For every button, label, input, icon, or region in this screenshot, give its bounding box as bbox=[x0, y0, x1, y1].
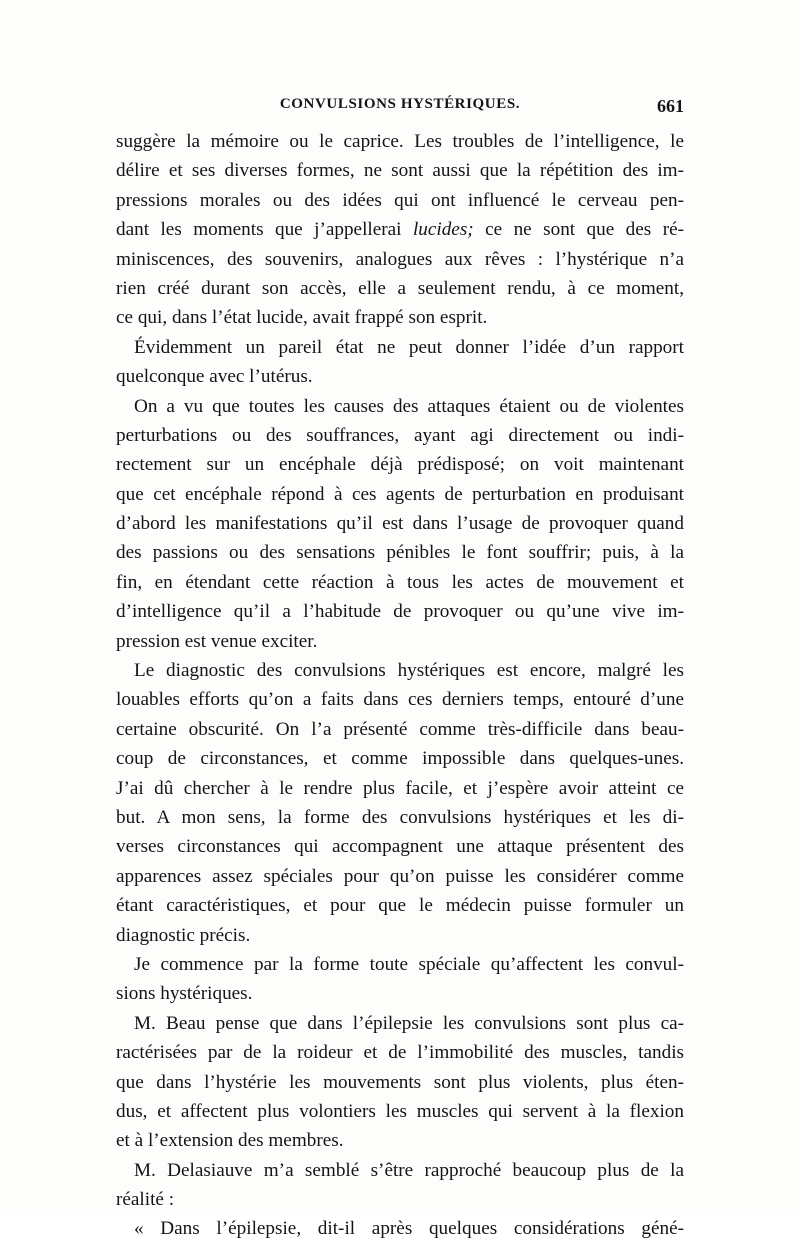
text-line: d’abord les manifestations qu’il est dans l’usage de provoquer quand bbox=[116, 513, 684, 535]
text-line: « Dans l’épilepsie, dit-il après quelques considérations géné- bbox=[134, 1218, 684, 1240]
text-line: J’ai dû chercher à le rendre plus facile, et j’espère avoir atteint ce bbox=[116, 777, 684, 799]
text-line: réalité : bbox=[116, 1189, 175, 1211]
text-line: d’intelligence qu’il a l’habitude de provoquer ou qu’une vive im- bbox=[116, 601, 684, 623]
text-line: sions hystériques. bbox=[116, 983, 253, 1005]
text-line: pressions morales ou des idées qui ont influencé le cerveau pen- bbox=[116, 189, 684, 211]
text-line: apparences assez spéciales pour qu’on puisse les considérer comme bbox=[116, 865, 684, 887]
text-line: M. Delasiauve m’a semblé s’être rapproché beaucoup plus de la bbox=[134, 1159, 684, 1181]
text-line: pression est venue exciter. bbox=[116, 630, 318, 652]
text-line: délire et ses diverses formes, ne sont aussi que la répétition des im- bbox=[116, 160, 684, 182]
text-fragment: dant les moments que j’appellerai bbox=[116, 219, 413, 241]
text-line: dus, et affectent plus volontiers les muscles qui servent à la flexion bbox=[116, 1100, 684, 1122]
text-line: On a vu que toutes les causes des attaques étaient ou de violentes bbox=[134, 395, 684, 417]
text-line: diagnostic précis. bbox=[116, 924, 251, 946]
text-line: coup de circonstances, et comme impossible dans quelques-unes. bbox=[116, 748, 684, 770]
text-line: que cet encéphale répond à ces agents de perturbation en produisant bbox=[116, 483, 684, 505]
text-line: rien créé durant son accès, elle a seulement rendu, à ce moment, bbox=[116, 277, 684, 299]
text-line: rectement sur un encéphale déjà prédisposé; on voit maintenant bbox=[116, 454, 684, 476]
text-line bbox=[116, 215, 684, 244]
text-line: miniscences, des souvenirs, analogues aux rêves : l’hystérique n’a bbox=[116, 248, 684, 270]
running-title: CONVULSIONS HYSTÉRIQUES. bbox=[279, 96, 521, 112]
text-line: M. Beau pense que dans l’épilepsie les convulsions sont plus ca- bbox=[134, 1012, 684, 1034]
text-line: et à l’extension des membres. bbox=[116, 1130, 344, 1152]
text-line: certaine obscurité. On l’a présenté comme très-difficile dans beau- bbox=[116, 718, 684, 740]
text-line: suggère la mémoire ou le caprice. Les troubles de l’intelligence, le bbox=[116, 131, 684, 152]
text-line: que dans l’hystérie les mouvements sont plus violents, plus éten- bbox=[116, 1071, 684, 1093]
running-head bbox=[116, 96, 684, 118]
text-line: ractérisées par de la roideur et de l’immobilité des muscles, tandis bbox=[116, 1042, 684, 1064]
text-line: perturbations ou des souffrances, ayant agi directement ou indi- bbox=[116, 424, 684, 446]
text-fragment: ce ne sont que des ré- bbox=[473, 219, 684, 241]
text-line: louables efforts qu’on a faits dans ces derniers temps, entouré d’une bbox=[116, 689, 684, 711]
text-line: des passions ou des sensations pénibles le font souffrir; puis, à la bbox=[116, 542, 684, 564]
text-line: Le diagnostic des convulsions hystériques est encore, malgré les bbox=[134, 660, 684, 682]
text-line: ce qui, dans l’état lucide, avait frappé son esprit. bbox=[116, 307, 488, 329]
text-line: Je commence par la forme toute spéciale qu’affectent les convul- bbox=[134, 953, 684, 975]
body-text bbox=[116, 127, 684, 1244]
italic-word: lucides; bbox=[412, 219, 474, 241]
text-line: étant caractéristiques, et pour que le médecin puisse formuler un bbox=[116, 895, 684, 917]
text-line: but. A mon sens, la forme des convulsions hystériques et les di- bbox=[116, 806, 684, 828]
text-line: fin, en étendant cette réaction à tous les actes de mouvement et bbox=[116, 571, 684, 593]
text-line: Évidemment un pareil état ne peut donner l’idée d’un rapport bbox=[134, 336, 684, 358]
text-line: verses circonstances qui accompagnent une attaque présentent des bbox=[116, 836, 684, 858]
text-line: quelconque avec l’utérus. bbox=[116, 366, 313, 388]
page-number: 661 bbox=[657, 96, 684, 116]
